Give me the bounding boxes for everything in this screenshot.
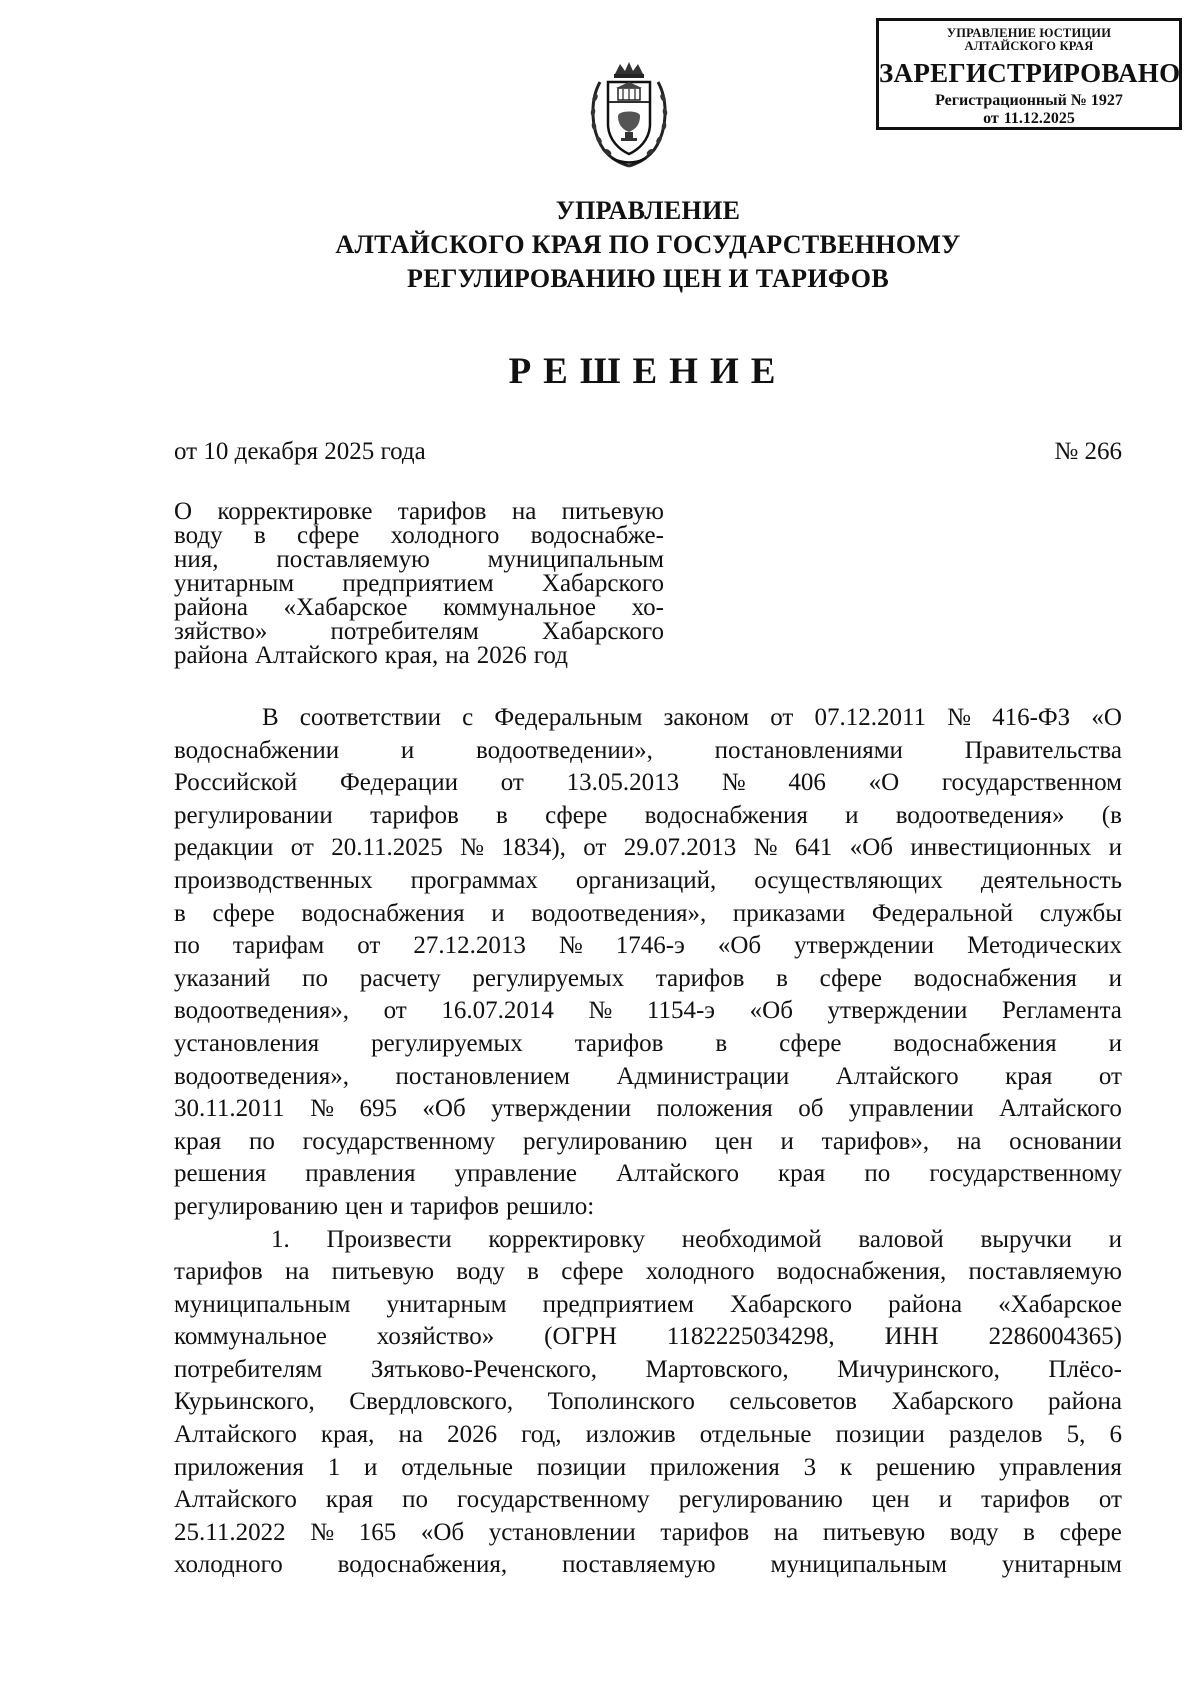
word: воду <box>949 1518 999 1546</box>
word: тарифов <box>397 498 487 525</box>
word: деятельность <box>980 866 1122 894</box>
agency-heading-line: РЕГУЛИРОВАНИЮ ЦЕН И ТАРИФОВ <box>407 264 889 293</box>
word: регулированию <box>174 1192 339 1220</box>
word: регулировании <box>174 801 333 829</box>
word: 2026 <box>476 642 527 669</box>
word: 406 <box>788 769 826 797</box>
altai-krai-coat-of-arms-icon <box>586 60 672 172</box>
stamp-reg-date-line <box>879 110 1179 128</box>
word: год, <box>521 1421 562 1449</box>
word: по <box>249 1127 275 1155</box>
word: 2286004365) <box>988 1323 1122 1351</box>
word: от <box>500 769 524 797</box>
word: Правительства <box>964 736 1122 764</box>
word: к <box>839 1453 853 1481</box>
word: водоснабжения <box>893 1029 1057 1057</box>
word: основании <box>1009 1127 1122 1155</box>
word: № <box>753 834 778 862</box>
word: 1. <box>271 1225 290 1253</box>
word: унитарным <box>1001 1551 1122 1579</box>
word: края, <box>320 1421 375 1449</box>
word: Тополинского <box>547 1388 695 1416</box>
word: и <box>389 1192 404 1220</box>
word: и <box>780 1127 794 1155</box>
document-date: от 10 декабря 2025 года <box>174 438 426 465</box>
word: потребителям <box>174 1355 323 1383</box>
word: регулируемых <box>472 964 625 992</box>
word: 416-ФЗ <box>992 704 1071 731</box>
word: № <box>947 704 971 731</box>
word: ния, <box>174 546 219 573</box>
subject-line <box>174 572 664 596</box>
body-line <box>174 1093 1122 1126</box>
word: сфере <box>297 522 360 549</box>
word: муниципальным <box>174 1290 351 1318</box>
word: 641 <box>794 834 833 862</box>
word: питьевую <box>561 498 664 525</box>
word: тарифов <box>655 964 745 992</box>
word: сфере <box>561 1258 624 1286</box>
word: водоснабжения <box>913 964 1077 992</box>
subject-line <box>174 644 664 668</box>
word: Произвести <box>326 1225 452 1253</box>
word: 30.11.2011 <box>174 1095 285 1123</box>
word: позиции <box>536 1453 627 1481</box>
word: Федерации <box>339 769 459 797</box>
word: 165 <box>358 1518 397 1546</box>
word: 13.05.2013 <box>566 769 680 797</box>
word: питьевую <box>822 1518 926 1546</box>
body-line <box>174 832 1122 865</box>
word: 20.11.2025 <box>331 834 443 862</box>
word: тарифов <box>574 1029 664 1057</box>
word: об <box>798 1095 824 1123</box>
word: управление <box>454 1160 578 1188</box>
word: положения <box>656 1095 773 1123</box>
word: в <box>715 1029 728 1057</box>
word: «Об <box>849 834 893 862</box>
word: В <box>262 704 279 731</box>
word: хозяйство» <box>376 1323 495 1351</box>
body-line <box>174 800 1122 833</box>
word: воду <box>456 1258 505 1286</box>
word: холодного <box>645 1258 755 1286</box>
word: государственному <box>457 1486 650 1514</box>
word: государственном <box>941 769 1122 797</box>
word: водоснабжения, <box>337 1551 508 1579</box>
word: водоотведения» <box>895 801 1065 829</box>
word: позиции <box>835 1421 925 1449</box>
word: водоотведения», <box>174 1062 349 1090</box>
word: Алтайского <box>616 1160 739 1188</box>
word: программах <box>410 866 538 894</box>
agency-heading-line: АЛТАЙСКОГО КРАЯ ПО ГОСУДАРСТВЕННОМУ <box>335 230 961 259</box>
word: регулированию <box>678 1486 843 1514</box>
word: 1 <box>327 1453 341 1481</box>
word: предприятием <box>342 570 494 597</box>
word: (в <box>1101 801 1122 829</box>
word: решению <box>875 1453 976 1481</box>
word: законом <box>663 704 750 731</box>
word: Администрации <box>616 1062 790 1090</box>
word: унитарным <box>386 1290 507 1318</box>
word: корректировке <box>217 498 373 525</box>
word: (ОГРН <box>544 1323 617 1351</box>
word: 16.07.2014 <box>441 997 554 1025</box>
document-type-title: РЕШЕНИЕ <box>508 351 788 392</box>
word: предприятием <box>542 1290 694 1318</box>
word: Хабарского <box>541 570 664 597</box>
word: регулируемых <box>371 1029 523 1057</box>
word: постановлениями <box>714 736 903 764</box>
word: «О <box>868 769 900 797</box>
word: и <box>938 1486 953 1514</box>
word: тарифов <box>410 1192 500 1220</box>
word: ИНН <box>884 1323 939 1351</box>
word: установления <box>174 1029 320 1057</box>
word: Алтайского <box>174 1486 297 1514</box>
word: 1746-э <box>615 932 685 960</box>
word: района <box>1048 1388 1122 1416</box>
word: на <box>956 1127 982 1155</box>
word: Зятьково-Реченского, <box>370 1355 597 1383</box>
word: и <box>845 801 859 829</box>
word: от <box>583 834 607 862</box>
word: тарифов <box>660 1518 750 1546</box>
word: управлении <box>848 1095 974 1123</box>
agency-heading-line: УПРАВЛЕНИЕ <box>555 196 741 225</box>
word: края <box>1005 1062 1053 1090</box>
body-line <box>174 963 1122 996</box>
word: края <box>325 1486 374 1514</box>
stamp-reg-date: 11.12.2025 <box>1003 110 1075 127</box>
word: 1154-э <box>646 997 716 1025</box>
word: и <box>364 1453 378 1481</box>
word: «Об <box>420 1518 465 1546</box>
word: края, <box>384 642 439 669</box>
agency-heading <box>0 194 1200 296</box>
word: муниципальным <box>770 1551 947 1579</box>
word: поставляемую <box>276 546 430 573</box>
registration-stamp <box>876 18 1182 130</box>
word: от <box>357 932 381 960</box>
word: год <box>533 642 568 669</box>
word: регулированию <box>523 1127 688 1155</box>
body-line <box>174 1419 1122 1452</box>
word: от <box>383 997 407 1025</box>
word: 07.12.2011 <box>814 704 927 731</box>
document-body <box>174 702 1122 1582</box>
body-line <box>174 1158 1122 1191</box>
word: службы <box>1039 899 1122 927</box>
word: холодного <box>174 1551 283 1579</box>
word: Методических <box>967 932 1122 960</box>
word: № <box>588 997 613 1025</box>
word: Алтайского <box>835 1062 959 1090</box>
subject-line <box>174 500 664 524</box>
word: водоотведения», <box>174 997 349 1025</box>
body-line <box>174 1289 1122 1322</box>
body-line <box>174 702 1122 735</box>
word: поставляемую <box>562 1551 716 1579</box>
stamp-org-line-2: АЛТАЙСКОГО КРАЯ <box>964 39 1094 53</box>
word: Федеральной <box>871 899 1014 927</box>
body-line <box>174 1061 1122 1094</box>
word: от <box>1098 1062 1122 1090</box>
word: в <box>527 1258 539 1286</box>
word: и <box>1108 834 1122 862</box>
word: питьевую <box>331 1258 435 1286</box>
word: водоснабже- <box>530 522 664 549</box>
word: от <box>770 704 794 731</box>
word: Плёсо- <box>1048 1355 1122 1383</box>
word: редакции <box>174 834 274 862</box>
stamp-reg-number: Регистрационный № 1927 <box>935 92 1123 109</box>
word: 3 <box>803 1453 817 1481</box>
word: 6 <box>1109 1421 1122 1449</box>
word: решения <box>174 1160 267 1188</box>
word: управления <box>999 1453 1122 1481</box>
body-line <box>174 1354 1122 1387</box>
body-line <box>174 898 1122 931</box>
word: производственных <box>174 866 373 894</box>
word: коммунальное <box>443 594 596 621</box>
word: государственному <box>929 1160 1122 1188</box>
body-line <box>174 1256 1122 1289</box>
word: района <box>888 1290 963 1318</box>
word: тарифов <box>981 1486 1070 1514</box>
stamp-reg-date-label: от <box>983 110 999 127</box>
word: № <box>721 769 746 797</box>
word: на <box>773 1518 799 1546</box>
word: тарифов <box>370 801 459 829</box>
body-line <box>174 1126 1122 1159</box>
word: потребителям <box>330 618 479 645</box>
word: зяйство» <box>174 618 268 645</box>
word: отдельные <box>699 1421 812 1449</box>
word: в <box>776 964 788 992</box>
word: утверждении <box>827 997 968 1025</box>
word: Федеральным <box>494 704 643 731</box>
word: сфере <box>212 899 275 927</box>
word: по <box>864 1160 891 1188</box>
word: необходимой <box>681 1225 822 1253</box>
word: хо- <box>631 594 664 621</box>
body-line <box>174 995 1122 1028</box>
word: водоотведении», <box>476 736 653 764</box>
word: приложения <box>649 1453 780 1481</box>
subject-line <box>174 548 664 572</box>
word: постановлением <box>395 1062 570 1090</box>
word: «Об <box>749 997 793 1025</box>
word: 5, <box>1066 1421 1086 1449</box>
word: сельсоветов <box>729 1388 857 1416</box>
word: отдельные <box>401 1453 513 1481</box>
body-line <box>174 1321 1122 1354</box>
word: «Об <box>422 1095 466 1123</box>
word: цен <box>345 1192 383 1220</box>
subject-line <box>174 620 664 644</box>
word: корректировку <box>488 1225 646 1253</box>
stamp-org-line-1: УПРАВЛЕНИЕ ЮСТИЦИИ <box>946 26 1112 40</box>
word: тарифам <box>232 932 325 960</box>
word: края <box>174 1127 222 1155</box>
subject-line <box>174 524 664 548</box>
word: соответствии <box>299 704 442 731</box>
body-line <box>174 735 1122 768</box>
word: цен <box>871 1486 910 1514</box>
word: водоснабжения, <box>776 1258 947 1286</box>
word: выручки <box>980 1225 1072 1253</box>
word: в <box>253 522 266 549</box>
word: Мичуринского, <box>837 1355 1000 1383</box>
word: в <box>174 899 186 927</box>
body-line <box>174 1452 1122 1485</box>
word: сфере <box>819 964 882 992</box>
word: по <box>402 1486 429 1514</box>
word: приказами <box>732 899 846 927</box>
word: сфере <box>545 801 608 829</box>
body-line <box>174 1484 1122 1517</box>
word: расчету <box>359 964 441 992</box>
word: Мартовского, <box>645 1355 789 1383</box>
word: водоснабжения <box>301 899 465 927</box>
word: на <box>284 1258 310 1286</box>
body-line <box>174 930 1122 963</box>
body-line <box>174 1386 1122 1419</box>
word: холодного <box>390 522 500 549</box>
word: района <box>174 642 248 669</box>
body-line <box>174 767 1122 800</box>
word: О <box>174 498 193 525</box>
word: сфере <box>779 1029 842 1057</box>
word: на <box>445 642 470 669</box>
word: водоснабжении <box>174 736 340 764</box>
word: и <box>491 899 505 927</box>
word: муниципальным <box>487 546 664 573</box>
word: правления <box>305 1160 416 1188</box>
word: 27.12.2013 <box>413 932 526 960</box>
word: 25.11.2022 <box>174 1518 286 1546</box>
word: осуществляющих <box>754 866 943 894</box>
word: Хабарского <box>729 1290 853 1318</box>
subject-line <box>174 596 664 620</box>
word: утверждении <box>794 932 935 960</box>
word: водоснабжения <box>644 801 808 829</box>
word: Алтайского <box>999 1095 1122 1123</box>
word: на <box>398 1421 423 1449</box>
body-line <box>174 1224 1122 1257</box>
word: Алтайского <box>254 642 378 669</box>
word: изложив <box>585 1421 676 1449</box>
word: 695 <box>359 1095 397 1123</box>
document-number: № 266 <box>1054 438 1122 465</box>
word: «О <box>1091 704 1122 731</box>
word: государственному <box>302 1127 496 1155</box>
word: № <box>310 1095 334 1123</box>
word: с <box>462 704 474 731</box>
word: Российской <box>174 769 298 797</box>
word: № <box>558 932 583 960</box>
word: 1182225034298, <box>666 1323 835 1351</box>
word: «Об <box>717 932 762 960</box>
word: указаний <box>174 964 271 992</box>
word: тарифов <box>174 1258 263 1286</box>
word: тарифов», <box>821 1127 930 1155</box>
word: Хабарского <box>541 618 664 645</box>
word: 2026 <box>447 1421 498 1449</box>
word: валовой <box>858 1225 944 1253</box>
word: и <box>1108 1029 1122 1057</box>
body-line <box>174 1191 1122 1224</box>
word: разделов <box>948 1421 1043 1449</box>
word: установлении <box>488 1518 636 1546</box>
stamp-status: ЗАРЕГИСТРИРОВАНО <box>879 58 1181 88</box>
word: от <box>290 834 314 862</box>
word: от <box>1098 1486 1122 1514</box>
word: 1834), <box>501 834 566 862</box>
word: Хабарского <box>891 1388 1014 1416</box>
word: и <box>400 736 415 764</box>
word: инвестиционных <box>910 834 1092 862</box>
word: № <box>460 834 484 862</box>
word: края <box>778 1160 826 1188</box>
word: цен <box>714 1127 753 1155</box>
word: по <box>302 964 329 992</box>
word: 29.07.2013 <box>623 834 737 862</box>
body-line <box>174 865 1122 898</box>
word: Алтайского <box>174 1421 297 1449</box>
word: Регламента <box>1002 997 1122 1025</box>
body-line <box>174 1517 1122 1550</box>
word: воду <box>174 522 223 549</box>
word: организаций, <box>575 866 717 894</box>
word: № <box>310 1518 335 1546</box>
body-line <box>174 1549 1122 1582</box>
word: приложения <box>174 1453 304 1481</box>
word: и <box>1108 1225 1122 1253</box>
word: водоотведения», <box>531 899 707 927</box>
body-line <box>174 1028 1122 1061</box>
word: «Хабарское <box>998 1290 1122 1318</box>
word: решило: <box>506 1192 595 1220</box>
word: унитарным <box>174 570 295 597</box>
word: на <box>511 498 537 525</box>
word: и <box>1108 964 1122 992</box>
word: утверждении <box>491 1095 632 1123</box>
word: коммунальное <box>174 1323 327 1351</box>
word: поставляемую <box>968 1258 1122 1286</box>
word: Свердловского, <box>349 1388 514 1416</box>
word: в <box>1023 1518 1035 1546</box>
word: по <box>174 932 200 960</box>
document-subject <box>174 500 664 668</box>
word: района <box>174 594 248 621</box>
word: сфере <box>1059 1518 1122 1546</box>
word: Курьинского, <box>174 1388 315 1416</box>
word: «Хабарское <box>283 594 408 621</box>
word: в <box>496 801 508 829</box>
